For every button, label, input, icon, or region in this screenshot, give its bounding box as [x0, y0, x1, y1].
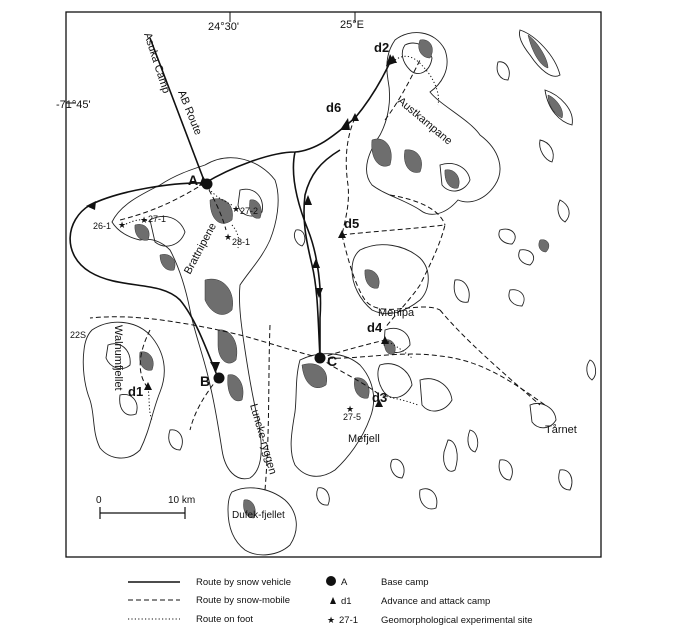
asuka-camp-label: Asuka Camp [141, 31, 173, 95]
lon-2430-label: 24°30' [208, 21, 239, 33]
base-camp-c [315, 353, 326, 364]
map-labels [56, 19, 577, 521]
scale-bar [100, 507, 185, 519]
camp-d1-label: d1 [128, 384, 144, 399]
camp-c-label: C [327, 353, 338, 369]
geo-star-281: ★ [224, 232, 233, 242]
camp-d5-label: d5 [344, 216, 360, 231]
legend-snowmobile-text: Route by snow-mobile [196, 595, 290, 606]
legend-base-sym-label: A [341, 577, 348, 588]
legend-advance-symbol [330, 597, 336, 604]
camp-d6-label: d6 [326, 100, 342, 115]
camp-b-label: B [200, 373, 211, 389]
legend [128, 576, 533, 626]
menipa-label: Menipa [378, 307, 415, 319]
geo-star-272: ★ [232, 204, 241, 214]
camp-a-label: A [188, 172, 199, 188]
geo-star-271: ★ [140, 215, 149, 225]
legend-geo-star: ★ [327, 615, 336, 625]
base-camp-b [214, 373, 225, 384]
legend-advance-sym-label: d1 [341, 596, 352, 607]
camp-d3-label: d3 [372, 390, 388, 405]
legend-foot-text: Route on foot [196, 614, 254, 625]
lon-25-label: 25°E [340, 19, 364, 31]
camp-d2-label: d2 [374, 40, 390, 55]
geo-star-275: ★ [346, 404, 355, 414]
legend-base-symbol [326, 576, 336, 586]
legend-base-text: Base camp [381, 577, 429, 588]
legend-vehicle-text: Route by snow vehicle [196, 577, 292, 588]
geo-star-26: ★ [118, 220, 127, 230]
tarnet-label: Tårnet [545, 424, 577, 436]
lat-7145-label: -71°45' [56, 99, 91, 111]
site-275-label: 27-5 [343, 412, 362, 422]
advance-camp-d1 [144, 382, 152, 390]
site-271-label: 27-1 [148, 214, 167, 224]
legend-advance-text: Advance and attack camp [381, 596, 491, 607]
site-26-label: 26-1 [93, 221, 112, 231]
dufek-label: Dufek-fjellet [232, 510, 285, 521]
brattnipene-label: Brattnipene [182, 221, 220, 277]
luncke-label: Luncke-ryggen [247, 402, 279, 476]
map-frame [66, 12, 601, 557]
legend-geo-sym-label: 27-1 [339, 615, 359, 626]
base-camp-a [202, 179, 213, 190]
camp-d4-label: d4 [367, 320, 383, 335]
mefjell-label: Mefjell [348, 433, 380, 445]
ab-route-label: AB Route [175, 88, 204, 137]
austkampane-label: Austkampane [395, 95, 455, 148]
site-281-label: 28-1 [232, 237, 251, 247]
legend-geo-text: Geomorphological experimental site [381, 615, 533, 626]
scale-ten-label: 10 km [168, 495, 196, 506]
advance-camp-d5 [338, 230, 346, 238]
site-22s-label: 22S [70, 330, 87, 340]
site-272-label: 27-2 [240, 206, 259, 216]
route-snow-mobile [90, 60, 545, 490]
scale-zero-label: 0 [96, 495, 102, 506]
rock-exposures [135, 35, 563, 518]
walnumfjellet-label: Walnumfjellet [112, 325, 124, 391]
